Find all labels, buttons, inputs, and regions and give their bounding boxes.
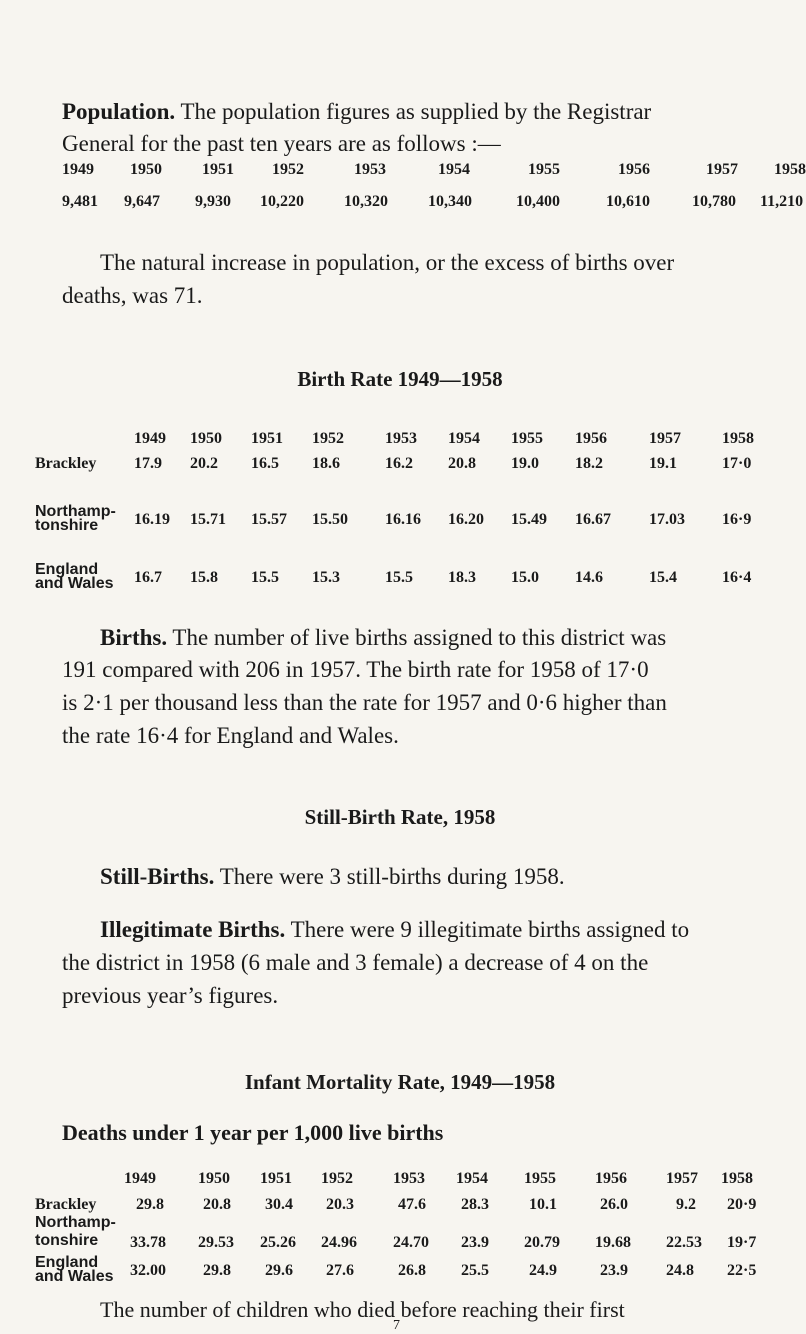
population-figures-row [62,193,804,215]
illegitimate-text-1: There were 9 illegitimate births assigned to [285,917,690,942]
im-year: 1954 [456,1170,488,1187]
br-year: 1957 [649,430,681,447]
birth-rate-years-row [0,430,800,450]
im-value: 29.8 [136,1196,164,1213]
br-value: 15.50 [312,511,348,528]
infant-mortality-years-row [0,1170,800,1190]
br-year: 1952 [312,430,344,447]
im-value: 10.1 [529,1196,557,1213]
im-year: 1957 [666,1170,698,1187]
pop-year: 1953 [354,161,386,178]
br-year: 1954 [448,430,480,447]
births-line4: the rate 16·4 for England and Wales. [62,723,399,748]
im-year: 1956 [595,1170,627,1187]
infant-mortality-heading: Infant Mortality Rate, 1949—1958 [244,1070,556,1094]
birth-rate-row-brackley [0,455,800,475]
pop-figure: 10,340 [428,193,472,210]
im-value: 27.6 [326,1262,354,1279]
still-births-text: There were 3 still-births during 1958. [214,864,565,889]
br-year: 1956 [575,430,607,447]
im-value: 29.53 [198,1234,234,1251]
row-label: Brackley [35,1196,97,1213]
br-value: 20.2 [190,455,218,472]
im-value: 32.00 [130,1262,166,1279]
im-year: 1951 [260,1170,292,1187]
im-year: 1952 [321,1170,353,1187]
pop-figure: 10,610 [606,193,650,210]
infant-mortality-row-brackley [0,1196,800,1216]
im-value: 23.9 [600,1262,628,1279]
births-line3: is 2·1 per thousand less than the rate for 1957 and 0·6 higher than [62,690,667,715]
br-year: 1951 [251,430,283,447]
br-value: 15.8 [190,569,218,586]
br-value: 19.1 [649,455,677,472]
natural-increase-line1: The natural increase in population, or the excess of births over [100,250,675,275]
im-value: 33.78 [130,1234,166,1251]
im-value: 9.2 [676,1196,696,1213]
pop-figure: 9,647 [124,193,160,210]
br-value: 16.16 [385,511,421,528]
birth-rate-heading: Birth Rate 1949—1958 [297,367,503,391]
natural-increase-line2: deaths, was 71. [62,283,203,308]
br-value: 19.0 [511,455,539,472]
im-value: 26.8 [398,1262,426,1279]
br-year: 1950 [190,430,222,447]
births-line1 [100,621,666,655]
im-value: 24.70 [393,1234,429,1251]
im-value: 47.6 [398,1196,426,1213]
infant-mortality-row-england-wales [0,1256,800,1290]
im-value: 20·9 [727,1196,757,1213]
infant-mortality-subheading: Deaths under 1 year per 1,000 live births [62,1120,444,1145]
pop-year: 1954 [438,161,470,178]
population-years-row [62,161,806,183]
still-birth-heading: Still-Birth Rate, 1958 [304,805,496,829]
population-paragraph-line1 [62,95,651,129]
illegitimate-line2: the district in 1958 (6 male and 3 female) a decrease of 4 on the [62,950,649,975]
im-value: 24.9 [529,1262,557,1279]
im-year: 1958 [721,1170,753,1187]
br-value: 18.3 [448,569,476,586]
br-value: 15.71 [190,511,226,528]
br-year: 1949 [134,430,166,447]
br-value: 15.5 [251,569,279,586]
pop-year: 1956 [618,161,650,178]
im-value: 20.8 [203,1196,231,1213]
pop-year: 1949 [62,161,94,178]
im-value: 20.3 [326,1196,354,1213]
br-value: 18.6 [312,455,340,472]
im-value: 20.79 [524,1234,560,1251]
pop-year: 1951 [202,161,234,178]
br-year: 1953 [385,430,417,447]
population-paragraph-line2: General for the past ten years are as follows :— [62,131,501,156]
br-value: 17.03 [649,511,685,528]
im-value: 28.3 [461,1196,489,1213]
row-label: Northamp- tonshire [35,1214,116,1249]
births-text-1: The number of live births assigned to this district was [167,625,667,650]
br-value: 15.57 [251,511,287,528]
br-value: 16.20 [448,511,484,528]
br-value: 16.2 [385,455,413,472]
br-value: 16.5 [251,455,279,472]
im-year: 1953 [393,1170,425,1187]
br-value: 17.9 [134,455,162,472]
births-lead: Births. [100,625,168,650]
population-lead: Population. [62,99,176,124]
br-year: 1958 [722,430,754,447]
im-value: 23.9 [461,1234,489,1251]
conclusion-line1-visible: The number of children who died before reaching their first [100,1297,625,1322]
infant-mortality-row-northamptonshire [0,1216,800,1250]
row-label: England and Wales [35,1254,114,1285]
im-value: 25.26 [260,1234,296,1251]
pop-figure: 9,930 [195,193,231,210]
illegitimate-line3: previous year’s figures. [62,983,279,1008]
illegitimate-line1 [100,913,689,947]
pop-year: 1957 [706,161,738,178]
still-births-lead: Still-Births. [100,864,215,889]
im-value: 19.68 [595,1234,631,1251]
pop-figure: 11,210 [760,193,804,210]
pop-year: 1958 [774,161,806,178]
br-value: 14.6 [575,569,603,586]
row-label: England and Wales [35,561,114,592]
illegitimate-lead: Illegitimate Births. [100,917,286,942]
pop-figure: 10,780 [692,193,736,210]
im-year: 1955 [524,1170,556,1187]
br-value: 16.67 [575,511,611,528]
birth-rate-row-england-wales [0,563,800,597]
page-number: 7 [393,1318,400,1333]
br-value: 16.19 [134,511,170,528]
br-value: 15.0 [511,569,539,586]
pop-year: 1955 [528,161,560,178]
im-value: 24.96 [321,1234,357,1251]
im-value: 29.8 [203,1262,231,1279]
im-value: 24.8 [666,1262,694,1279]
im-value: 22·5 [727,1262,757,1279]
br-value: 15.3 [312,569,340,586]
row-label: Brackley [35,455,97,472]
br-value: 16·9 [722,511,752,528]
population-text-1: The population figures as supplied by the Registrar [175,99,652,124]
birth-rate-row-northamptonshire [0,505,800,539]
pop-figure: 10,400 [516,193,560,210]
still-births-line [100,860,565,894]
pop-year: 1952 [272,161,304,178]
im-year: 1949 [124,1170,156,1187]
pop-figure: 10,320 [344,193,388,210]
im-value: 29.6 [265,1262,293,1279]
br-value: 15.5 [385,569,413,586]
br-value: 18.2 [575,455,603,472]
im-value: 30.4 [265,1196,293,1213]
br-value: 16·4 [722,569,752,586]
br-value: 17·0 [722,455,752,472]
br-value: 15.49 [511,511,547,528]
br-year: 1955 [511,430,543,447]
im-value: 25.5 [461,1262,489,1279]
im-value: 19·7 [727,1234,757,1251]
im-value: 26.0 [600,1196,628,1213]
pop-figure: 9,481 [62,193,98,210]
pop-figure: 10,220 [260,193,304,210]
pop-year: 1950 [130,161,162,178]
births-line2: 191 compared with 206 in 1957. The birth rate for 1958 of 17·0 [62,657,649,682]
im-value: 22.53 [666,1234,702,1251]
br-value: 20.8 [448,455,476,472]
br-value: 16.7 [134,569,162,586]
im-year: 1950 [198,1170,230,1187]
row-label: Northamp- tonshire [35,503,116,534]
br-value: 15.4 [649,569,677,586]
